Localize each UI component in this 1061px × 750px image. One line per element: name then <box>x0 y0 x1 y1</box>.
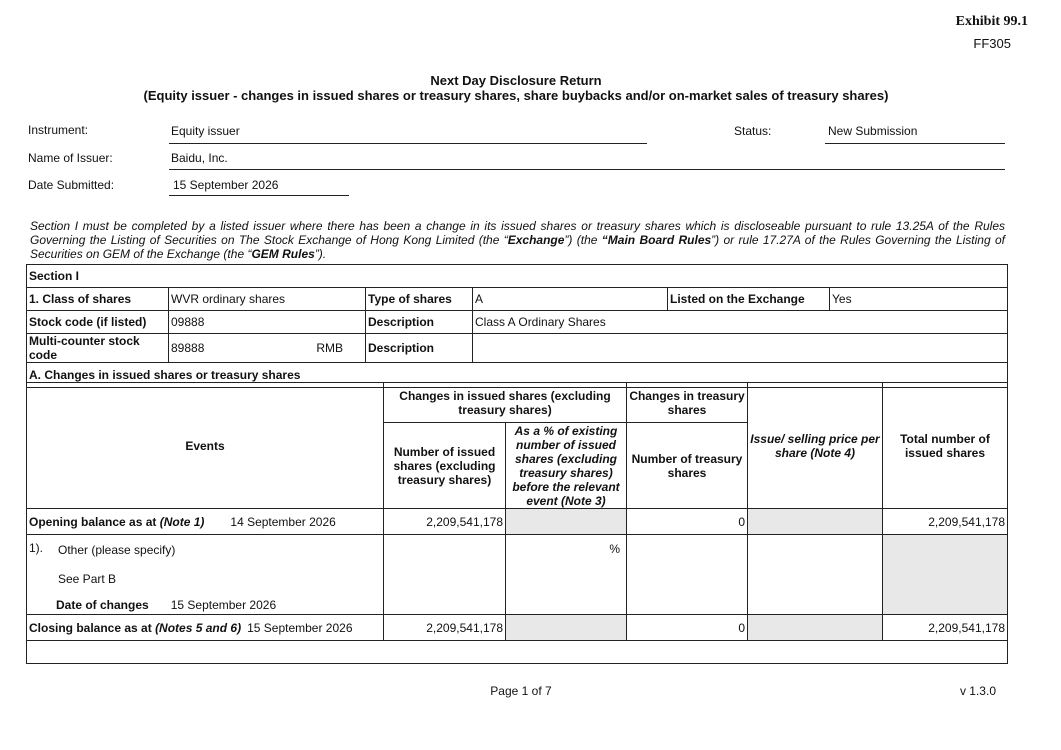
closing-treasury-value: 0 <box>627 615 748 641</box>
changes-section-title: A. Changes in issued shares or treasury shares <box>27 363 1008 388</box>
page-subtitle: (Equity issuer - changes in issued shares or treasury shares, share buybacks and/or on-market sales of treasury shares) <box>143 88 889 103</box>
stock-code-label: Stock code (if listed) <box>27 311 169 334</box>
multi-counter-currency: RMB <box>316 341 343 355</box>
closing-balance-note: (Notes 5 and 6) <box>155 620 242 635</box>
form-version: v 1.3.0 <box>959 684 996 698</box>
page-number: Page 1 of 7 <box>490 684 552 698</box>
class-of-shares-value: WVR ordinary shares <box>169 288 366 311</box>
event-1-type: Other (please specify) <box>58 543 176 557</box>
opening-balance-note: (Note 1) <box>159 514 205 529</box>
total-issued-header: Total number of issued shares <box>883 383 1008 509</box>
number-treasury-header: Number of treasury shares <box>627 423 748 509</box>
description-value: Class A Ordinary Shares <box>473 311 1008 334</box>
closing-balance-cell <box>27 615 384 641</box>
closing-issued-value: 2,209,541,178 <box>384 615 506 641</box>
event-1-date-label: Date of changes <box>56 598 149 612</box>
opening-balance-date: 14 September 2026 <box>230 514 336 529</box>
event-1-date-row <box>56 598 276 612</box>
exhibit-number: Exhibit 99.1 <box>955 14 1028 29</box>
description-label: Description <box>366 311 473 334</box>
date-submitted-underline <box>169 194 349 196</box>
class-of-shares-label: 1. Class of shares <box>27 288 169 311</box>
type-of-shares-label: Type of shares <box>366 288 473 311</box>
event-1-total-cell <box>883 535 1008 615</box>
event-1-issued-cell <box>384 535 506 615</box>
event-1-percent-unit: % <box>506 535 627 615</box>
price-header: Issue/ selling price per share (Note 4) <box>748 383 883 509</box>
page-title: Next Day Disclosure Return <box>430 73 602 88</box>
status-underline <box>825 142 1005 144</box>
blank-row <box>27 641 1008 664</box>
event-1-cell <box>27 535 384 615</box>
date-submitted-value: 15 September 2026 <box>173 178 279 192</box>
status-value: New Submission <box>828 124 918 138</box>
closing-balance-label: Closing balance as at <box>29 620 152 635</box>
number-issued-header: Number of issued shares (excluding treasury shares) <box>384 423 506 509</box>
opening-total-value: 2,209,541,178 <box>883 509 1008 535</box>
multi-counter-value <box>169 334 366 363</box>
issuer-underline <box>169 168 1005 170</box>
percent-header: As a % of existing number of issued shares (excluding treasury shares) before the relevant event (Note 3) <box>506 423 627 509</box>
multi-counter-label: Multi-counter stock code <box>27 334 169 363</box>
event-1-date: 15 September 2026 <box>170 598 277 612</box>
opening-percent-cell <box>506 509 627 535</box>
issued-shares-group-header: Changes in issued shares (excluding treasury shares) <box>384 383 627 423</box>
date-submitted-label: Date Submitted: <box>28 178 115 192</box>
closing-price-cell <box>748 615 883 641</box>
listed-value: Yes <box>830 288 1008 311</box>
section-title: Section I <box>27 265 1008 288</box>
multi-counter-code: 89888 <box>171 341 205 355</box>
instrument-label: Instrument: <box>28 123 89 137</box>
opening-treasury-value: 0 <box>627 509 748 535</box>
closing-balance-date: 15 September 2026 <box>247 620 353 635</box>
closing-percent-cell <box>506 615 627 641</box>
opening-balance-cell <box>27 509 384 535</box>
opening-price-cell <box>748 509 883 535</box>
description2-label: Description <box>366 334 473 363</box>
event-1-price-cell <box>748 535 883 615</box>
opening-issued-value: 2,209,541,178 <box>384 509 506 535</box>
event-1-treasury-cell <box>627 535 748 615</box>
section-instructions: Section I must be completed by a listed issuer where there has been a change in its issued shares or treasury shares which is discloseable pursuant to rule 13.25A of the Rules Governing the Listing of Securities on The Stock Exchange of Hong Kong Limited (the “Exchange”) (the “Main Board Rules”) or rule 17.27A of the Rules Governing the Listing of Securities on GEM of the Exchange (the “GEM Rules”). <box>30 219 1005 261</box>
status-label: Status: <box>734 124 772 138</box>
instrument-value: Equity issuer <box>171 124 240 138</box>
opening-balance-label: Opening balance as at <box>29 514 157 529</box>
section-i-table <box>26 264 1008 388</box>
issuer-label: Name of Issuer: <box>28 151 113 165</box>
issuer-value: Baidu, Inc. <box>171 151 228 165</box>
event-1-index: 1). <box>29 541 44 555</box>
stock-code-value: 09888 <box>169 311 366 334</box>
event-1-detail: See Part B <box>58 572 117 586</box>
instrument-underline <box>169 142 647 144</box>
description2-value <box>473 334 1008 363</box>
closing-total-value: 2,209,541,178 <box>883 615 1008 641</box>
form-code: FF305 <box>973 36 1011 51</box>
events-header: Events <box>27 383 384 509</box>
listed-label: Listed on the Exchange <box>668 288 830 311</box>
type-of-shares-value: A <box>473 288 668 311</box>
treasury-shares-group-header: Changes in treasury shares <box>627 383 748 423</box>
changes-table <box>26 382 1008 664</box>
